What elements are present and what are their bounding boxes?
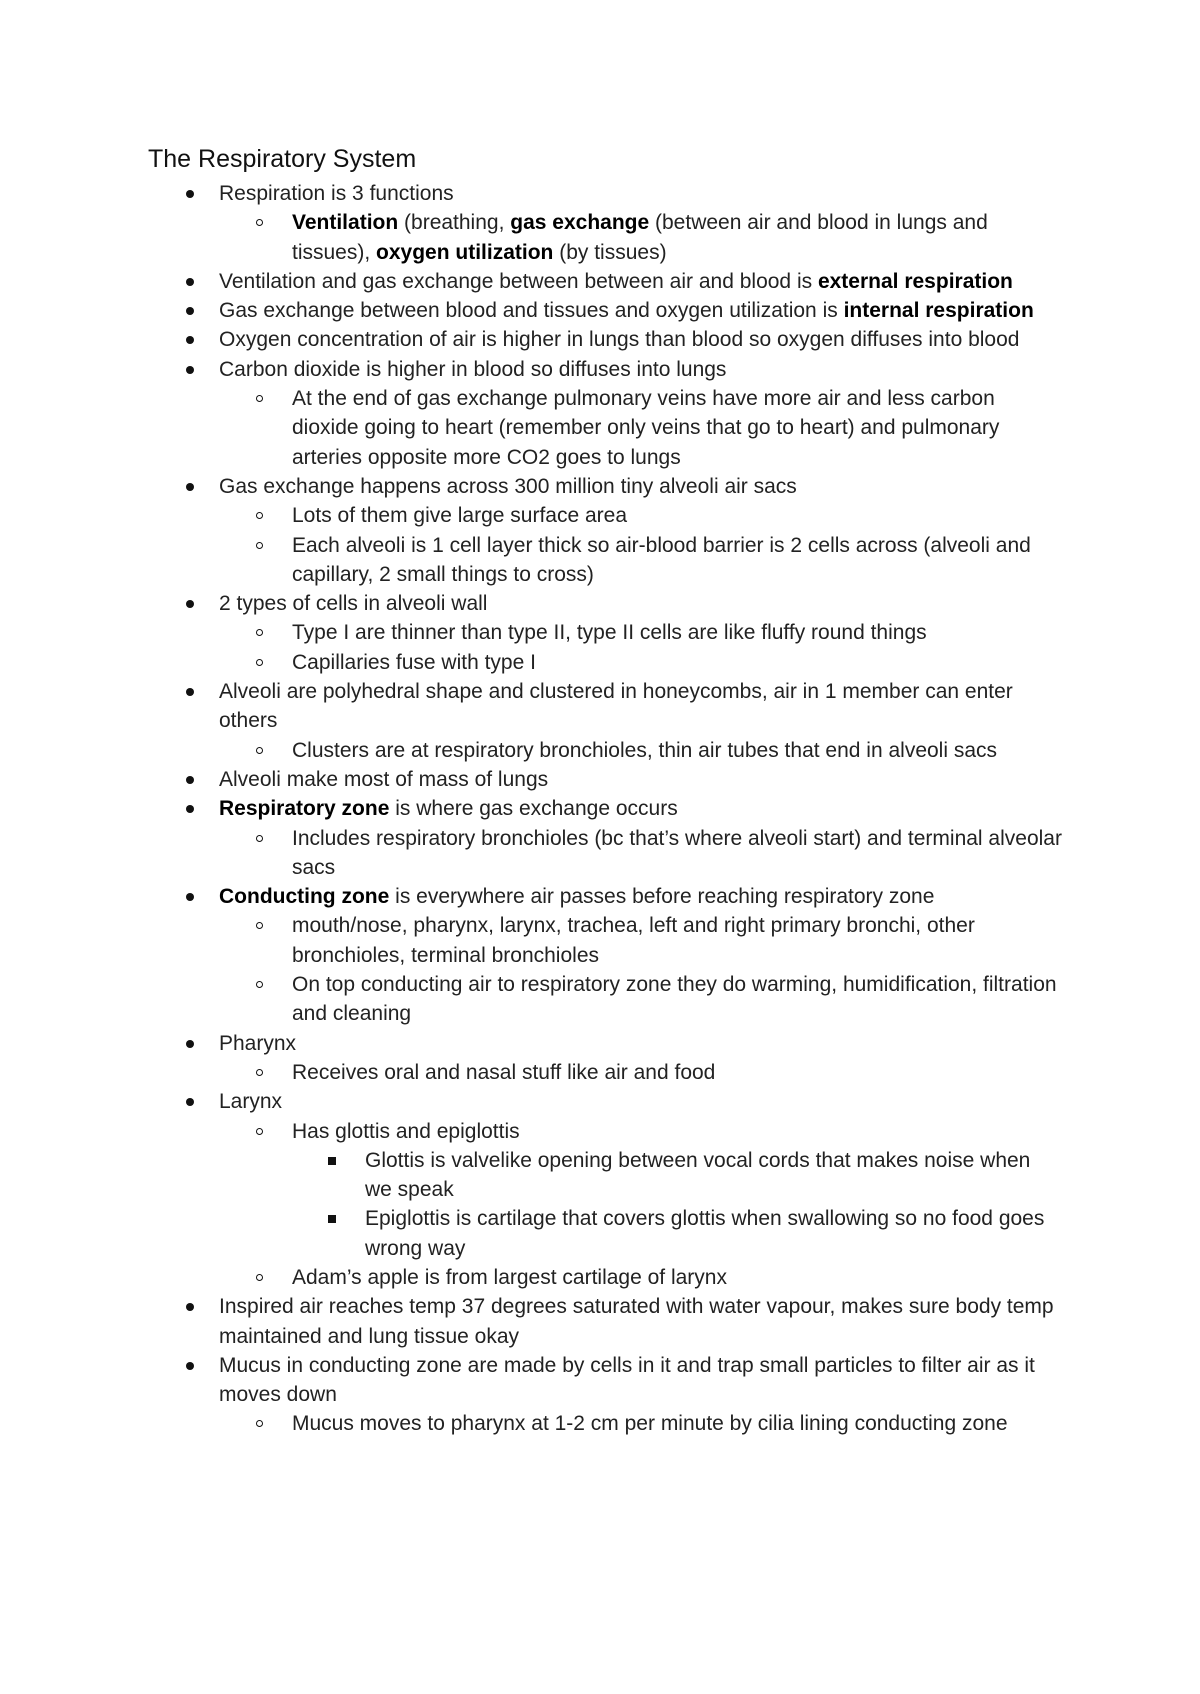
list-item-text: Glottis is valvelike opening between vocal cords that makes noise when we speak: [365, 1148, 1031, 1202]
list-item-text: Oxygen concentration of air is higher in lungs than blood so oxygen diffuses into blood: [219, 328, 1020, 352]
list-item: [292, 618, 1067, 647]
list-item-text: Clusters are at respiratory bronchioles, thin air tubes that end in alveoli sacs: [292, 738, 998, 762]
list-item-text: Alveoli are polyhedral shape and clustered in honeycombs, air in 1 member can enter others: [219, 680, 1013, 733]
list-item-text: At the end of gas exchange pulmonary veins have more air and less carbon dioxide going to heart (remember only veins that go to heart) and pulmonary arteries opposite more CO2 goes to lungs: [292, 387, 1000, 469]
list-item-text: Includes respiratory bronchioles (bc that’s where alveoli start) and terminal alveolar sacs: [292, 826, 1062, 879]
bold-term: gas exchange: [510, 211, 650, 235]
list-item: [292, 736, 1067, 765]
list-item-text: Mucus in conducting zone are made by cells in it and trap small particles to filter air as it moves down: [219, 1353, 1035, 1407]
bold-term: Conducting zone: [219, 885, 390, 909]
list-item-text: Lots of them give large surface area: [292, 504, 628, 528]
list-item-text: Alveoli make most of mass of lungs: [219, 767, 549, 791]
list-item-text: 2 types of cells in alveoli wall: [219, 592, 488, 616]
list-item: [292, 1409, 1067, 1438]
list-item: [219, 794, 1059, 823]
bold-term: internal respiration: [843, 299, 1034, 323]
list-item: [292, 384, 1067, 472]
list-item-text: Gas exchange happens across 300 million tiny alveoli air sacs: [219, 474, 797, 498]
list-item: [219, 882, 1059, 911]
list-item-text: (by tissues): [553, 240, 667, 264]
list-item: [219, 325, 1059, 354]
list-item-text: Ventilation and gas exchange between between air and blood is: [219, 269, 818, 293]
list-item-text: Larynx: [219, 1090, 283, 1114]
bold-term: external respiration: [817, 269, 1013, 293]
list-item: [219, 677, 1059, 736]
list-item: [292, 824, 1067, 883]
list-item-text: Pharynx: [219, 1031, 297, 1055]
list-item: [292, 1117, 1067, 1146]
list-item-text: is where gas exchange occurs: [389, 797, 678, 821]
list-item: [365, 1146, 1055, 1205]
list-item-text: Epiglottis is cartilage that covers glottis when swallowing so no food goes wrong way: [365, 1207, 1045, 1260]
bullet-outline: [0, 179, 1200, 1439]
document-title: The Respiratory System: [148, 145, 417, 173]
list-item-text: Receives oral and nasal stuff like air and food: [292, 1060, 716, 1084]
bold-term: oxygen utilization: [376, 240, 554, 264]
list-item: [219, 296, 1059, 325]
list-item-text: Each alveoli is 1 cell layer thick so air-blood barrier is 2 cells across (alveoli and capillary, 2 small things to cross): [292, 533, 1031, 586]
list-item-text: (between air and blood in lungs and tissues),: [292, 211, 988, 264]
list-item: [292, 970, 1067, 1029]
list-item: [219, 765, 1059, 794]
list-item: [292, 1058, 1067, 1087]
list-item: [365, 1204, 1055, 1263]
bold-term: Respiratory zone: [219, 797, 390, 821]
list-item-text: On top conducting air to respiratory zone they do warming, humidification, filtration and cleaning: [292, 973, 1057, 1026]
list-item-text: Capillaries fuse with type I: [292, 650, 536, 674]
list-item: [219, 179, 1059, 208]
list-item-text: mouth/nose, pharynx, larynx, trachea, left and right primary bronchi, other bronchioles, terminal bronchioles: [292, 914, 975, 967]
list-item: [219, 267, 1059, 296]
list-item: [292, 1263, 1067, 1292]
list-item: [292, 911, 1067, 970]
list-item: [219, 1029, 1059, 1058]
list-item: [219, 355, 1059, 384]
list-item-text: Respiration is 3 functions: [219, 182, 454, 205]
list-item: [219, 1087, 1059, 1116]
list-item-text: Mucus moves to pharynx at 1-2 cm per minute by cilia lining conducting zone: [292, 1412, 1008, 1436]
list-item: [219, 589, 1059, 618]
list-item-text: is everywhere air passes before reaching respiratory zone: [389, 885, 935, 909]
list-item: [292, 501, 1067, 530]
list-item-text: Carbon dioxide is higher in blood so diffuses into lungs: [219, 357, 727, 381]
list-item-text: Type I are thinner than type II, type II cells are like fluffy round things: [292, 621, 927, 645]
list-item: [292, 208, 1067, 267]
list-item-text: Adam’s apple is from largest cartilage of larynx: [292, 1265, 727, 1289]
list-item: [219, 472, 1059, 501]
list-item: [292, 648, 1067, 677]
list-item-text: Gas exchange between blood and tissues and oxygen utilization is: [219, 299, 844, 323]
list-item-text: Inspired air reaches temp 37 degrees saturated with water vapour, makes sure body temp maintained and lung tissue okay: [219, 1295, 1054, 1348]
list-item-text: (breathing,: [398, 211, 511, 235]
list-item: [292, 531, 1067, 590]
bold-term: Ventilation: [292, 211, 399, 235]
list-item-text: Has glottis and epiglottis: [292, 1119, 520, 1143]
list-item: [219, 1351, 1059, 1410]
list-item: [219, 1292, 1059, 1351]
